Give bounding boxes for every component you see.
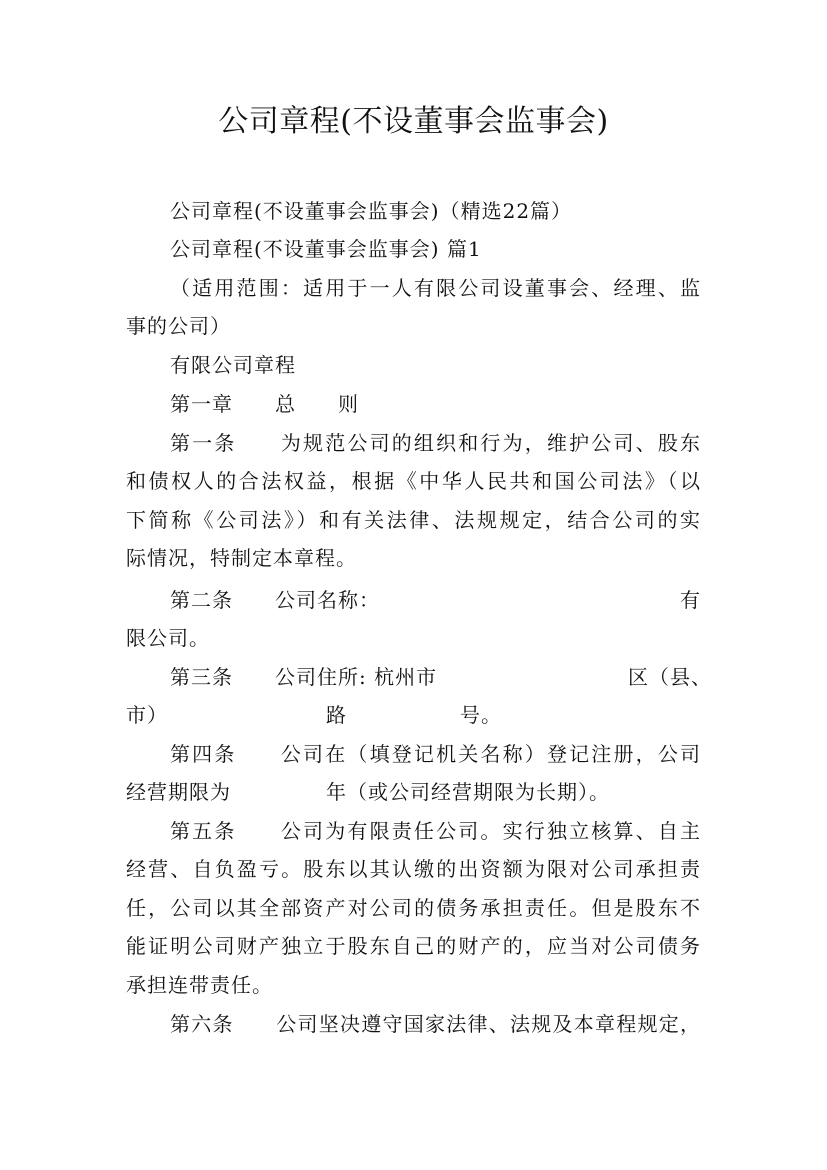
subtitle-line: 公司章程(不设董事会监事会)（精选22篇） bbox=[170, 199, 573, 223]
article-2-label: 第二条 公司名称： bbox=[170, 588, 380, 612]
article-1-line: 际情况，特制定本章程。 bbox=[126, 546, 357, 570]
article-5-line: 第五条 公司为有限责任公司。实行独立核算、自主 bbox=[170, 819, 701, 843]
article-3-city: 市） bbox=[126, 703, 168, 727]
article-4-term-label: 经营期限为 bbox=[126, 780, 231, 804]
article-5-line: 经营、自负盈亏。股东以其认缴的出资额为限对公司承担责 bbox=[126, 857, 701, 881]
article-1-line: 第一条 为规范公司的组织和行为，维护公司、股东 bbox=[170, 431, 701, 455]
section-heading: 公司章程(不设董事会监事会) 篇1 bbox=[170, 237, 482, 261]
scope-note-line: （适用范围：适用于一人有限公司设董事会、经理、监 bbox=[170, 276, 701, 300]
article-1-line: 下简称《公司法》）和有关法律、法规规定，结合公司的实 bbox=[126, 508, 701, 532]
article-3-number: 号。 bbox=[460, 703, 502, 727]
article-4-term-value: 年（或公司经营期限为长期）。 bbox=[326, 780, 610, 804]
article-4-line: 第四条 公司在（填登记机关名称）登记注册，公司 bbox=[170, 742, 701, 766]
chapter-heading: 第一章 总 则 bbox=[170, 392, 359, 416]
article-5-line: 任，公司以其全部资产对公司的债务承担责任。但是股东不 bbox=[126, 896, 701, 920]
article-5-line: 承担连带责任。 bbox=[126, 973, 273, 997]
article-3-label: 第三条 公司住所: 杭州市 bbox=[170, 665, 438, 689]
article-6-line: 第六条 公司坚决遵守国家法律、法规及本章程规定， bbox=[170, 1012, 701, 1036]
article-2-blank-end: 有 bbox=[680, 588, 701, 612]
scope-note-line: 事的公司） bbox=[126, 314, 231, 338]
article-3-road: 路 bbox=[326, 703, 347, 727]
article-3-district: 区（县、 bbox=[628, 665, 712, 689]
article-5-line: 能证明公司财产独立于股东自己的财产的，应当对公司债务 bbox=[126, 934, 701, 958]
document-title: 公司章程(不设董事会监事会) bbox=[218, 104, 609, 139]
article-1-line: 和债权人的合法权益，根据《中华人民共和国公司法》（以 bbox=[126, 469, 701, 493]
charter-heading: 有限公司章程 bbox=[170, 353, 296, 377]
article-2-line: 限公司。 bbox=[126, 626, 210, 650]
